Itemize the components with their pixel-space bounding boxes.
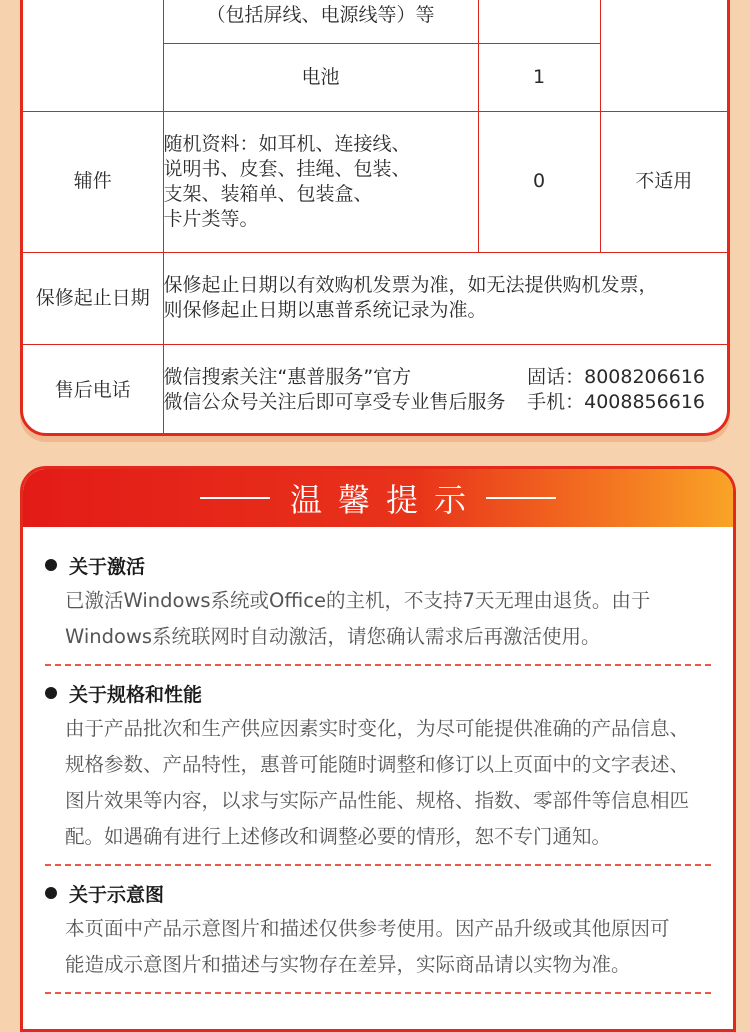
tip-heading-text: 关于激活	[69, 555, 146, 578]
warranty-period-line: 则保修起止日期以惠普系统记录为准。	[163, 299, 487, 321]
table-cell-empty	[600, 0, 727, 111]
tip-heading	[45, 675, 711, 711]
bullet-dot-icon	[45, 687, 57, 699]
tips-title: 温馨提示	[289, 481, 482, 519]
accessories-note: 不适用	[600, 111, 727, 252]
service-wechat-line: 微信公众号关注后即可享受专业售后服务	[163, 391, 506, 414]
tip-heading-text: 关于示意图	[69, 883, 165, 906]
table-cell-qty: 1	[478, 43, 600, 111]
mobile-number: 手机：4008856616	[527, 391, 705, 414]
title-decoration-line	[200, 497, 270, 499]
service-phone-label: 售后电话	[23, 344, 163, 436]
service-wechat-line: 微信搜索关注“惠普服务”官方	[163, 366, 412, 389]
tip-section-specs	[23, 675, 733, 866]
warranty-table	[23, 0, 727, 436]
landline-number: 固话：8008206616	[527, 366, 705, 389]
tip-section-activation	[23, 547, 733, 666]
bullet-dot-icon	[45, 559, 57, 571]
tip-heading-text: 关于规格和性能	[69, 683, 203, 706]
accessories-desc	[163, 111, 478, 252]
service-phone-numbers	[527, 365, 705, 415]
title-decoration-line	[486, 497, 556, 499]
tip-line: 能造成示意图片和描述与实物存在差异，实际商品请以实物为准。	[65, 953, 631, 976]
tip-line: 规格参数、产品特性，惠普可能随时调整和修订以上页面中的文字表述、	[65, 753, 690, 776]
tip-section-illustration	[23, 875, 733, 994]
table-cell-qty	[478, 0, 600, 43]
table-row-warranty-period	[23, 252, 727, 344]
tip-line: 配。如遇确有进行上述修改和调整必要的情形，恕不专门通知。	[65, 825, 612, 848]
accessories-desc-line: 随机资料：如耳机、连接线、	[163, 132, 411, 155]
service-wechat-info	[164, 365, 506, 415]
warranty-period-label: 保修起止日期	[23, 252, 163, 344]
tip-body	[45, 911, 711, 983]
tip-heading	[45, 547, 711, 583]
service-phone-desc	[163, 344, 727, 436]
tip-line: 已激活Windows系统或Office的主机，不支持7天无理由退货。由于	[65, 589, 651, 612]
tip-body	[45, 583, 711, 655]
tip-line: Windows系统联网时自动激活，请您确认需求后再激活使用。	[65, 625, 601, 648]
table-cell-item: 电池	[163, 43, 478, 111]
tip-heading	[45, 875, 711, 911]
dashed-divider	[45, 864, 711, 866]
tips-header	[23, 469, 733, 527]
warranty-period-line: 保修起止日期以有效购机发票为准，如无法提供购机发票，	[163, 274, 658, 296]
tip-body	[45, 711, 711, 855]
tip-line: 由于产品批次和生产供应因素实时变化，为尽可能提供准确的产品信息、	[65, 717, 690, 740]
warranty-table-card	[20, 0, 730, 436]
tip-line: 图片效果等内容，以求与实际产品性能、规格、指数、零部件等信息相匹	[65, 789, 690, 812]
table-cell-empty	[23, 0, 163, 111]
warranty-period-desc	[163, 252, 727, 344]
tip-line: 本页面中产品示意图片和描述仅供参考使用。因产品升级或其他原因可	[65, 917, 670, 940]
dashed-divider	[45, 664, 711, 666]
bullet-dot-icon	[45, 887, 57, 899]
accessories-qty: 0	[478, 111, 600, 252]
table-row-service-phone	[23, 344, 727, 436]
accessories-label: 辅件	[23, 111, 163, 252]
tips-card	[20, 466, 736, 1032]
accessories-desc-line: 说明书、皮套、挂绳、包装、	[163, 157, 411, 180]
table-row	[23, 0, 727, 43]
table-row-accessories	[23, 111, 727, 252]
accessories-desc-line: 卡片类等。	[163, 207, 259, 230]
table-cell-item: （包括屏线、电源线等）等	[163, 0, 478, 43]
dashed-divider	[45, 992, 711, 994]
accessories-desc-line: 支架、装箱单、包装盒、	[163, 182, 373, 205]
